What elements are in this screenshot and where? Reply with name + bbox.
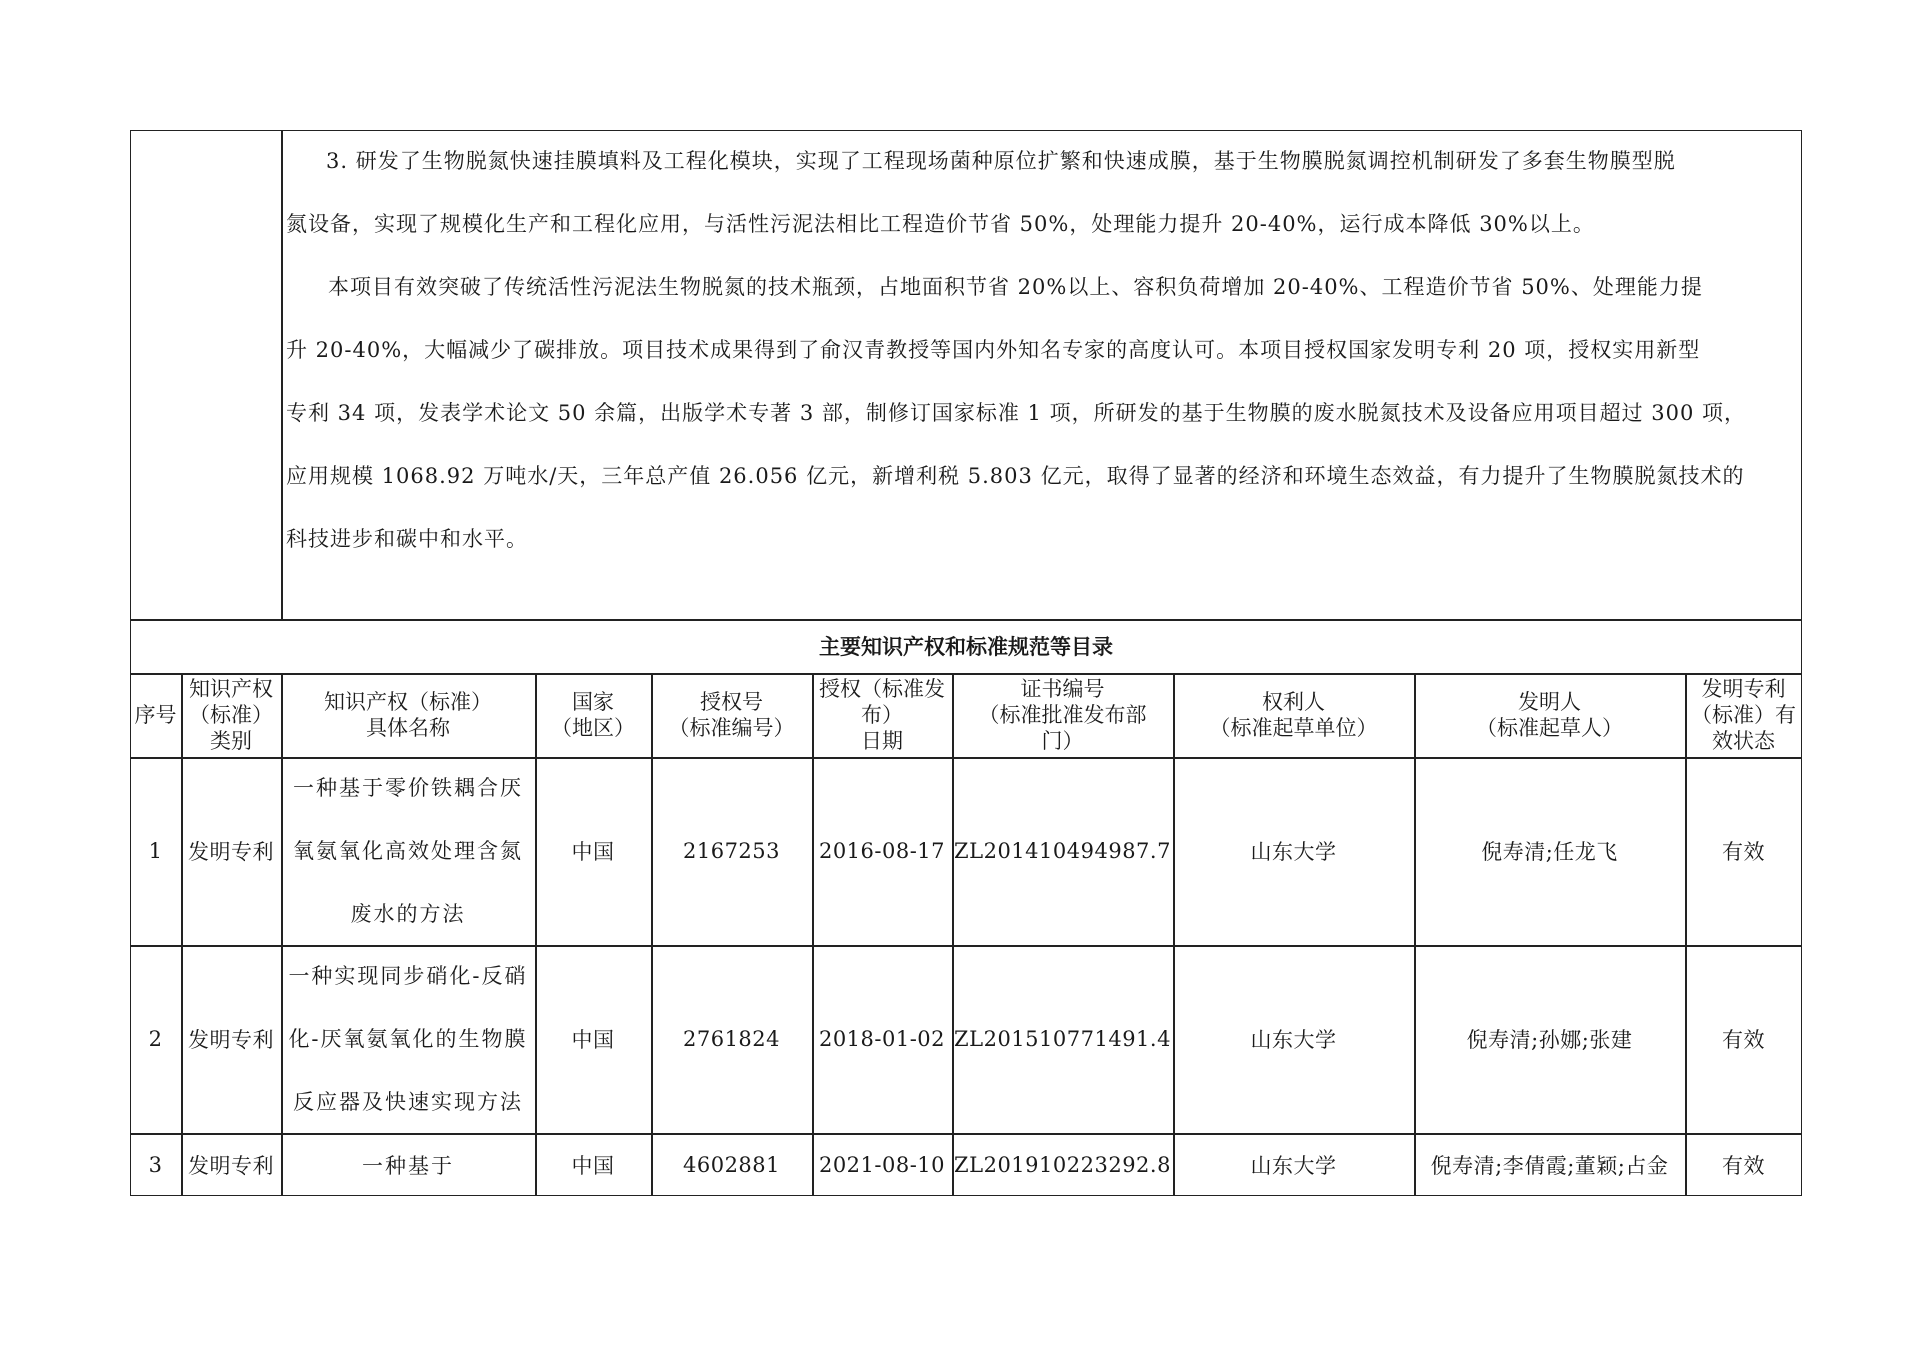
row2-country: 中国	[571, 1028, 615, 1052]
header-type	[181, 673, 281, 757]
row3-type: 发明专利	[188, 1153, 274, 1178]
header-text: 授权号	[700, 690, 763, 714]
header-text: 序号	[134, 703, 177, 727]
row3-name: 一种基于	[362, 1153, 454, 1178]
text-line: 氮设备，实现了规模化生产和工程化应用，与活性污泥法相比工程造价节省 50%，处理能力提升 20-40%，运行成本降低 30%以上。	[286, 212, 1595, 236]
intro-column-divider	[281, 130, 283, 620]
header-text: 国家	[572, 690, 614, 714]
text-line: 科技进步和碳中和水平。	[286, 527, 528, 551]
name-line: 废水的方法	[350, 901, 466, 926]
name-line: 化-厌氧氨氧化的生物膜	[288, 1026, 528, 1051]
header-text: （标准起草单位）	[1209, 716, 1378, 740]
name-line: 反应器及快速实现方法	[293, 1089, 523, 1114]
header-text: （标准起草人）	[1476, 716, 1623, 740]
row2-owner: 山东大学	[1250, 1028, 1337, 1052]
text-line: 专利 34 项，发表学术论文 50 余篇，出版学术专著 3 部，制修订国家标准 1 项，所研发的基于生物膜的废水脱氮技术及设备应用项目超过 300 项，	[286, 401, 1746, 425]
header-text: （标准）	[189, 703, 273, 727]
header-text: 授权（标准发	[819, 677, 945, 701]
intro-paragraph-1	[286, 130, 1796, 256]
header-text: 日期	[861, 729, 903, 753]
header-text: 知识产权	[189, 677, 273, 701]
header-text: （地区）	[551, 716, 635, 740]
header-owner	[1173, 673, 1414, 757]
row2-status: 有效	[1722, 1028, 1765, 1052]
row3-auth-no: 4602881	[682, 1152, 781, 1177]
text-line: 应用规模 1068.92 万吨水/天，三年总产值 26.056 亿元，新增利税 5.803 亿元，取得了显著的经济和环境生态效益，有力提升了生物膜脱氮技术的	[286, 464, 1745, 488]
row1-cert: ZL201410494987.7	[954, 839, 1171, 863]
row3-cert: ZL201910223292.8	[954, 1152, 1171, 1177]
row3-country: 中国	[571, 1153, 615, 1178]
header-seq	[130, 673, 181, 757]
section-title: 主要知识产权和标准规范等目录	[819, 635, 1113, 659]
header-text: （标准编号）	[668, 716, 795, 740]
row3-inventor: 倪寿清;李倩霞;董颖;占金	[1430, 1153, 1669, 1178]
header-auth-no	[651, 673, 812, 757]
row1-auth-no: 2167253	[682, 839, 781, 863]
header-cert	[952, 673, 1173, 757]
header-text: 证书编号	[1020, 677, 1105, 701]
row1-type: 发明专利	[188, 840, 274, 864]
text-line: 本项目有效突破了传统活性污泥法生物脱氮的技术瓶颈，占地面积节省 20%以上、容积负荷增加 20-40%、工程造价节省 50%、处理能力提	[328, 275, 1703, 299]
header-date	[812, 673, 952, 757]
row1-country: 中国	[571, 840, 615, 864]
row2-date: 2018-01-02	[818, 1027, 946, 1051]
row3-date: 2021-08-10	[818, 1152, 946, 1177]
header-text: 门）	[1041, 729, 1084, 753]
header-text: 知识产权（标准）	[324, 690, 492, 714]
name-line: 一种实现同步硝化-反硝	[288, 963, 528, 988]
text-line: 升 20-40%，大幅减少了碳排放。项目技术成果得到了俞汉青教授等国内外知名专家的高度认可。本项目授权国家发明专利 20 项，授权实用新型	[286, 338, 1701, 362]
text-line: 3. 研发了生物脱氮快速挂膜填料及工程化模块，实现了工程现场菌种原位扩繁和快速成膜，基于生物膜脱氮调控机制研发了多套生物膜型脱	[326, 149, 1676, 173]
header-text: 类别	[210, 729, 252, 753]
header-text: 发明人	[1518, 690, 1581, 714]
header-text: 权利人	[1262, 690, 1325, 714]
row1-status: 有效	[1722, 840, 1765, 864]
intro-paragraph-2	[286, 256, 1796, 571]
header-text: 效状态	[1712, 729, 1775, 753]
header-inventor	[1414, 673, 1685, 757]
header-country	[535, 673, 651, 757]
row2-seq: 2	[148, 1027, 163, 1051]
row3-seq: 3	[148, 1152, 163, 1177]
header-text: （标准批准发布部	[978, 703, 1147, 727]
row2-name	[281, 945, 535, 1133]
row1-inventor: 倪寿清;任龙飞	[1481, 840, 1618, 864]
row1-seq: 1	[148, 839, 163, 863]
row1-name	[281, 757, 535, 945]
header-name	[281, 673, 535, 757]
row1-date: 2016-08-17	[818, 839, 946, 863]
row3-owner: 山东大学	[1250, 1153, 1337, 1178]
row2-auth-no: 2761824	[682, 1027, 781, 1051]
row3-status: 有效	[1722, 1153, 1765, 1178]
header-text: （标准）有	[1691, 703, 1796, 727]
row1-owner: 山东大学	[1250, 840, 1337, 864]
header-text: 具体名称	[366, 716, 450, 740]
name-line: 一种基于零价铁耦合厌	[293, 775, 523, 800]
name-line: 氧氨氧化高效处理含氮	[293, 838, 523, 863]
row2-cert: ZL201510771491.4	[954, 1027, 1171, 1051]
header-status	[1685, 673, 1802, 757]
header-text: 布）	[861, 703, 903, 727]
row2-type: 发明专利	[188, 1028, 274, 1052]
row2-inventor: 倪寿清;孙娜;张建	[1466, 1028, 1633, 1052]
header-text: 发明专利	[1701, 677, 1786, 701]
